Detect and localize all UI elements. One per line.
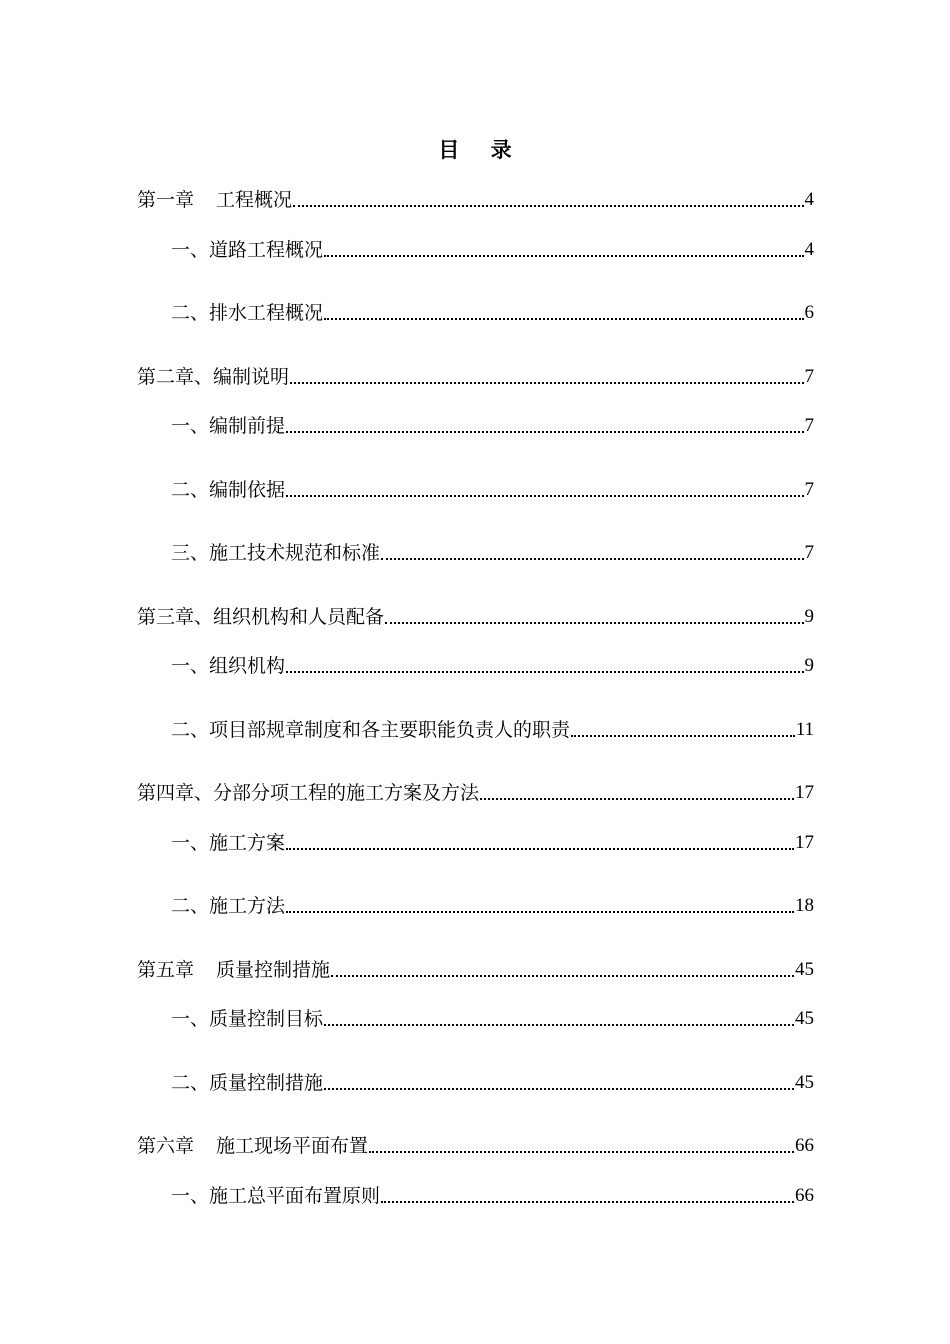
toc-entry[interactable] [137, 779, 814, 807]
toc-title: 目 录 [438, 137, 524, 162]
toc-entry-label [137, 956, 330, 984]
toc-entry-label [171, 539, 380, 567]
toc-entry-text: 一、质量控制目标 [171, 1008, 324, 1030]
toc-page-number: 4 [804, 189, 814, 210]
toc-page-number: 18 [795, 895, 814, 916]
toc-entry-label [171, 412, 285, 440]
toc-entry-label [137, 1132, 368, 1160]
toc-dot-leader [290, 382, 803, 384]
toc-dot-leader [480, 798, 794, 800]
toc-entry-text: 工程概况 [216, 189, 293, 211]
toc-page-number: 45 [795, 1072, 814, 1093]
toc-entry-label [171, 716, 570, 744]
toc-entry[interactable] [171, 539, 814, 567]
toc-dot-leader [369, 1151, 794, 1153]
toc-entry[interactable] [171, 236, 814, 264]
toc-page-number: 17 [795, 782, 814, 803]
toc-entry-text: 第三章、组织机构和人员配备 [137, 606, 385, 628]
toc-entry[interactable] [171, 716, 814, 744]
toc-entry[interactable] [137, 1132, 814, 1160]
toc-entry-label [171, 299, 323, 327]
toc-entry-label [171, 1069, 323, 1097]
toc-entry[interactable] [171, 1182, 814, 1210]
toc-page-number: 66 [795, 1185, 814, 1206]
toc-entry-text: 二、质量控制措施 [171, 1072, 324, 1094]
toc-entry-text: 三、施工技术规范和标准 [171, 542, 381, 564]
toc-page-number: 66 [795, 1135, 814, 1156]
toc-dot-leader [571, 735, 795, 737]
toc-dot-leader [324, 318, 803, 320]
toc-page-number: 45 [795, 959, 814, 980]
toc-dot-leader [385, 622, 803, 624]
toc-entry-text: 一、编制前提 [171, 415, 286, 437]
toc-entry-text: 一、施工总平面布置原则 [171, 1185, 381, 1207]
toc-entry[interactable] [171, 892, 814, 920]
toc-page-number: 9 [804, 606, 814, 627]
toc-page-number: 4 [804, 239, 814, 260]
toc-entry-label [171, 236, 323, 264]
toc-dot-leader [324, 1024, 794, 1026]
toc-entry-label [171, 1005, 323, 1033]
toc-page-number: 7 [804, 542, 814, 563]
toc-entry-label [137, 363, 289, 391]
toc-chapter-number: 第一章 [137, 189, 195, 211]
toc-dot-leader [286, 848, 794, 850]
toc-dot-leader [331, 975, 794, 977]
toc-entry-text: 一、施工方案 [171, 832, 286, 854]
toc-page-number: 45 [795, 1008, 814, 1029]
toc-entry-text: 一、组织机构 [171, 655, 286, 677]
toc-entry-text: 一、道路工程概况 [171, 239, 324, 261]
toc-entry[interactable] [171, 652, 814, 680]
toc-dot-leader [286, 495, 803, 497]
toc-entry-text: 第二章、编制说明 [137, 366, 290, 388]
toc-dot-leader [324, 1088, 794, 1090]
toc-chapter-number: 第五章 [137, 959, 195, 981]
toc-entry-text: 二、施工方法 [171, 895, 286, 917]
toc-entry[interactable] [171, 476, 814, 504]
toc-entry-label [171, 892, 285, 920]
toc-entry[interactable] [137, 363, 814, 391]
toc-page-number: 7 [804, 415, 814, 436]
toc-entry[interactable] [171, 1005, 814, 1033]
toc-entry[interactable] [137, 603, 814, 631]
toc-page-number: 11 [795, 719, 814, 740]
toc-entry-label [171, 1182, 380, 1210]
toc-dot-leader [286, 911, 794, 913]
toc-page-number: 6 [804, 302, 814, 323]
toc-entry-text: 第四章、分部分项工程的施工方案及方法 [137, 782, 480, 804]
toc-chapter-number: 第六章 [137, 1135, 195, 1157]
toc-entry[interactable] [171, 1069, 814, 1097]
toc-dot-leader [381, 1201, 794, 1203]
toc-entry[interactable] [171, 412, 814, 440]
toc-dot-leader [324, 255, 803, 257]
toc-entry-label [171, 652, 285, 680]
toc-page-number: 17 [795, 832, 814, 853]
toc-entry[interactable] [137, 186, 814, 214]
toc-entry-text: 质量控制措施 [216, 959, 331, 981]
toc-entry-text: 二、排水工程概况 [171, 302, 324, 324]
toc-dot-leader [286, 431, 803, 433]
toc-entry[interactable] [171, 299, 814, 327]
toc-entry[interactable] [171, 829, 814, 857]
toc-page-number: 7 [804, 366, 814, 387]
toc-entry-text: 二、编制依据 [171, 479, 286, 501]
toc-entry-label [137, 779, 479, 807]
toc-entry-label [137, 603, 384, 631]
toc-dot-leader [286, 671, 803, 673]
toc-page-number: 9 [804, 655, 814, 676]
toc-entry-text: 二、项目部规章制度和各主要职能负责人的职责 [171, 719, 571, 741]
toc-dot-leader [381, 558, 803, 560]
toc-entry-label [171, 476, 285, 504]
toc-page-number: 7 [804, 479, 814, 500]
toc-entry[interactable] [137, 956, 814, 984]
toc-dot-leader [293, 205, 803, 207]
toc-entry-label [171, 829, 285, 857]
toc-entry-text: 施工现场平面布置 [216, 1135, 369, 1157]
toc-entry-label [137, 186, 292, 214]
